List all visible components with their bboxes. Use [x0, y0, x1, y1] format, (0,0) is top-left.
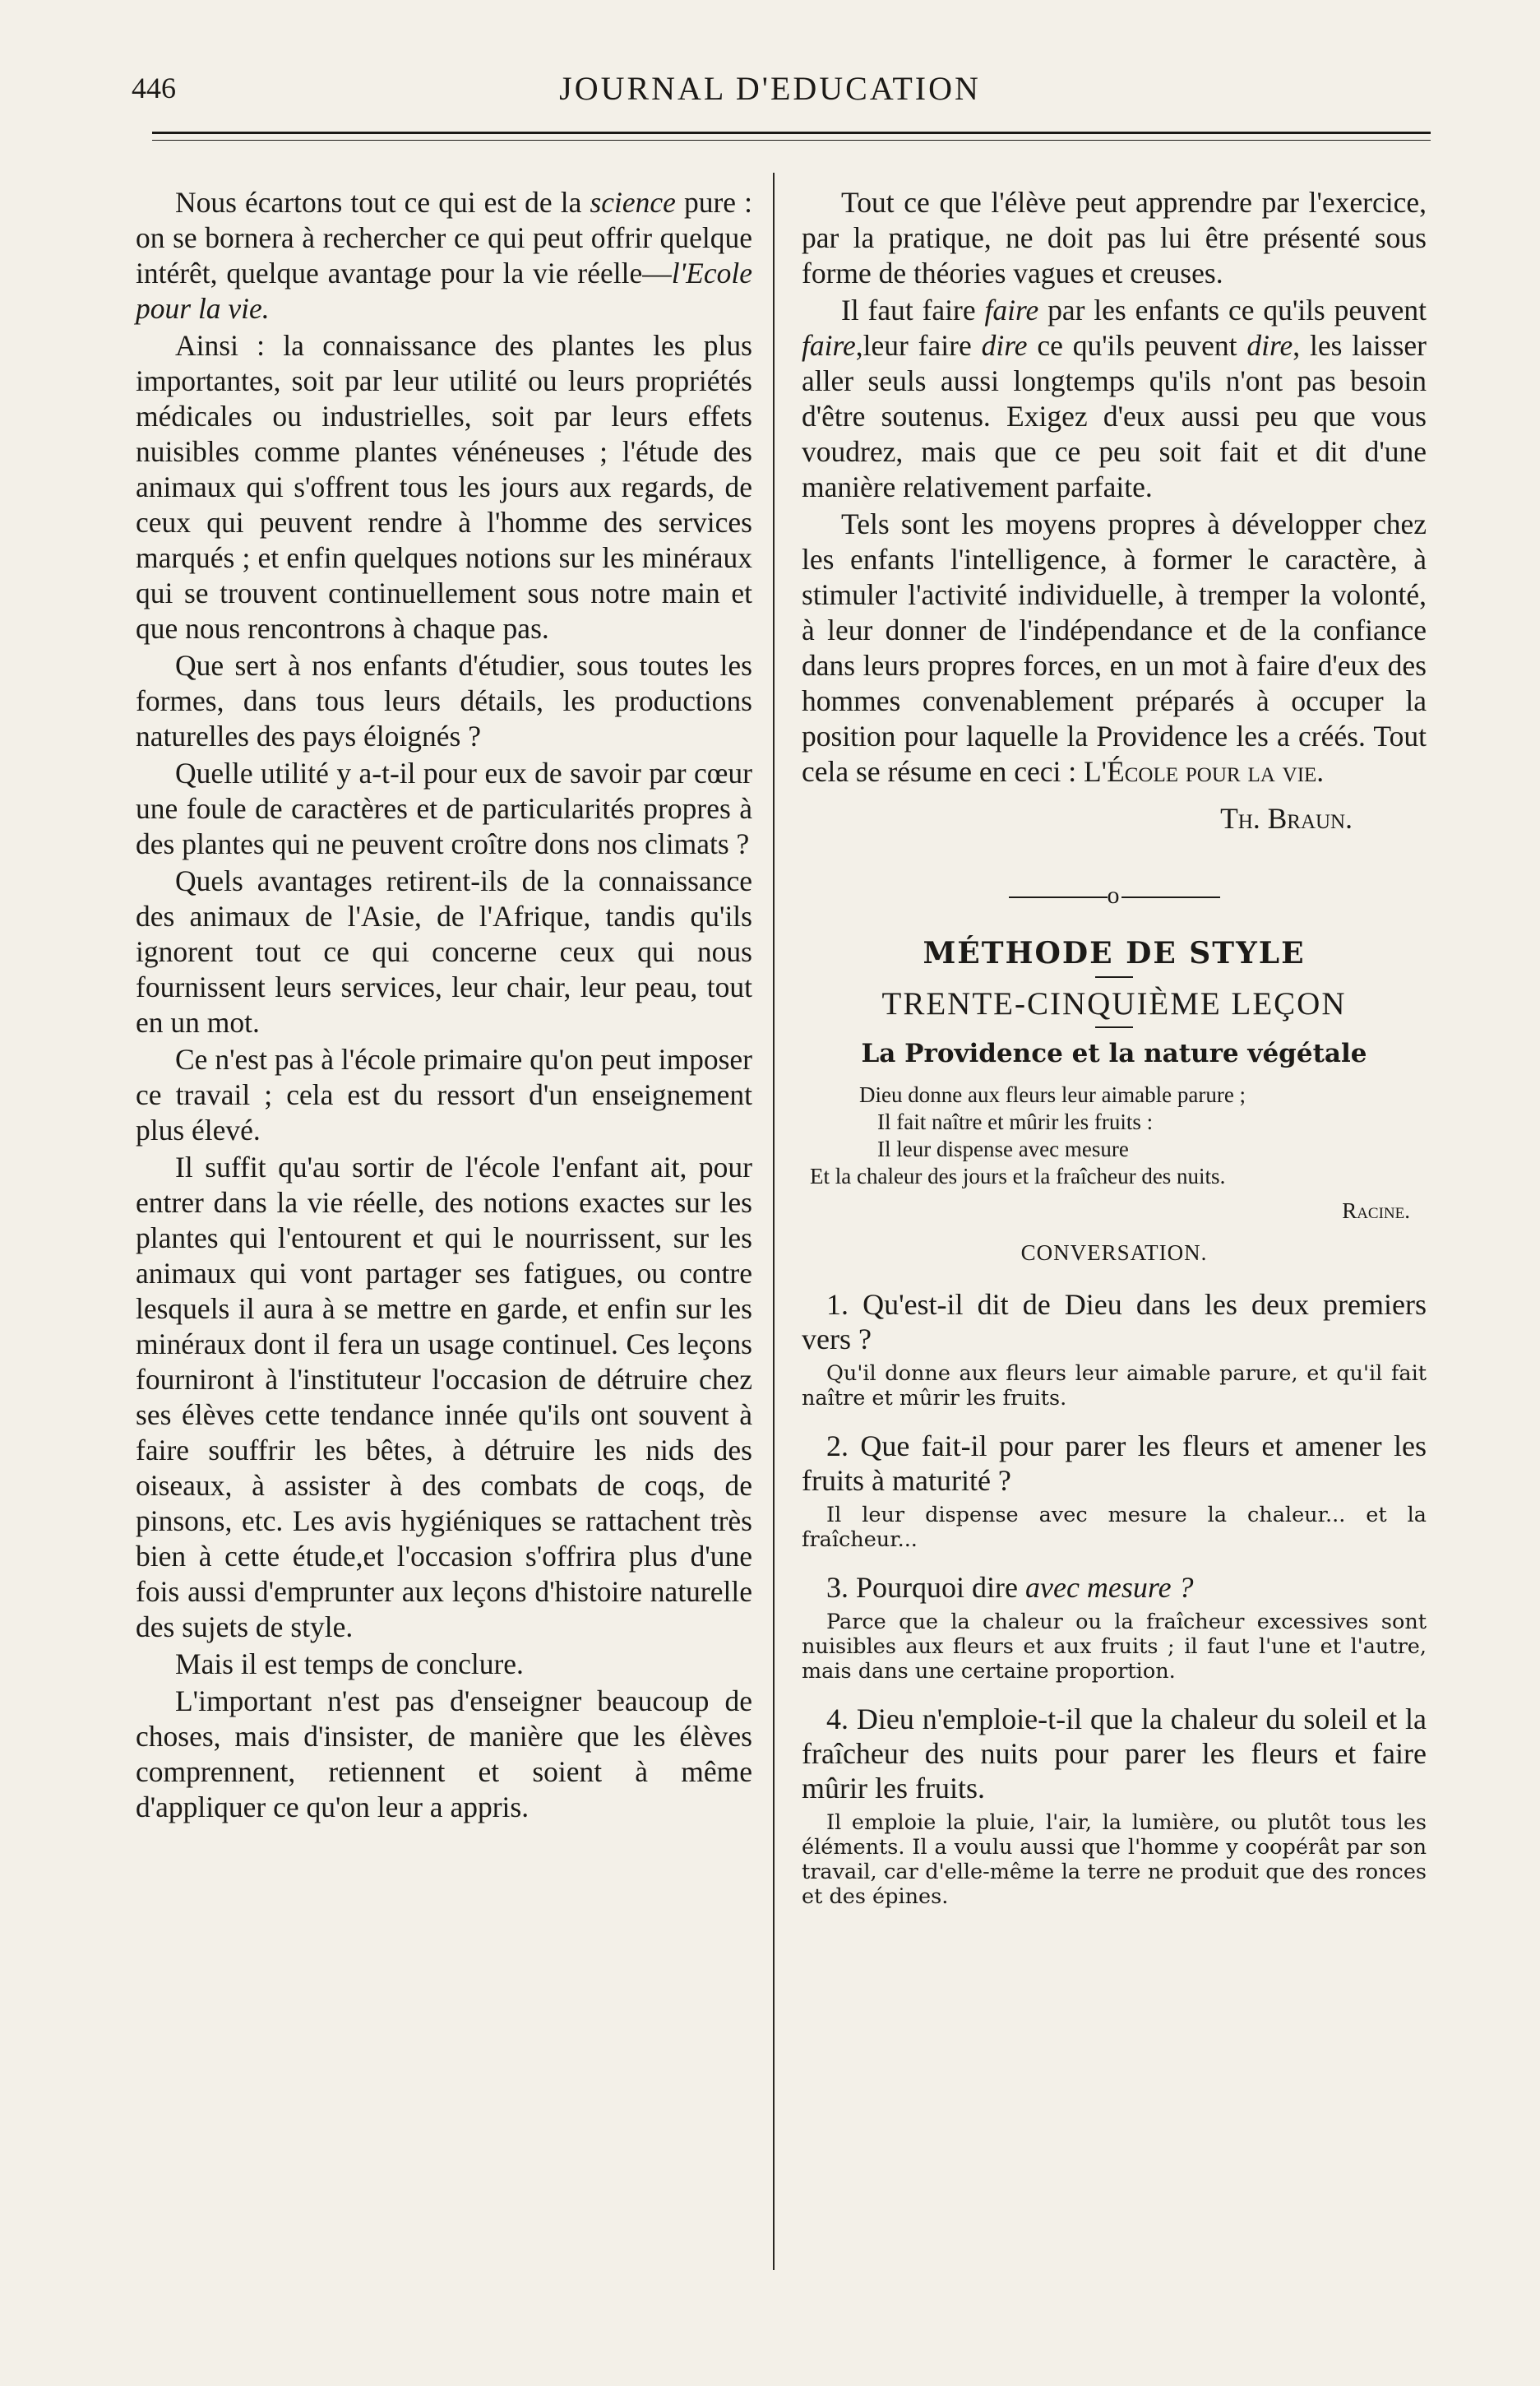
paragraph: Mais il est temps de conclure.: [175, 1647, 524, 1680]
question: 2. Que fait-il pour parer les fleurs et amener les fruits à maturité ?: [802, 1429, 1427, 1497]
right-column: [802, 185, 1427, 1927]
paragraph: Ce n'est pas à l'école primaire qu'on peut imposer ce travail ; cela est du ressort d'un enseignement plus élevé.: [136, 1043, 752, 1147]
paragraph: Il faut faire faire par les enfants ce qu'ils peuvent faire,leur faire dire ce qu'ils peuvent dire, les laisser aller seuls aussi longtemps qu'ils n'ont pas besoin d'être soutenus. Exigez d'eux aussi peu que vous voudrez, mais que ce peu soit fait et dit d'une manière relativement parfaite.: [802, 294, 1427, 503]
poem-author: Racine.: [1342, 1198, 1410, 1223]
poem: [802, 1082, 1427, 1190]
paragraph: Que sert à nos enfants d'étudier, sous toutes les formes, dans tous leurs détails, les productions naturelles des pays éloignés ?: [136, 649, 752, 753]
motto: L'École pour la vie.: [1083, 755, 1325, 788]
paragraph: L'important n'est pas d'enseigner beaucoup de choses, mais d'insister, de manière que les élèves comprennent, retiennent et soient à même d'appliquer ce qu'on leur a appris.: [136, 1684, 752, 1823]
section-separator: [802, 878, 1427, 913]
answer: Qu'il donne aux fleurs leur aimable parure, et qu'il fait naître et mûrir les fruits.: [802, 1361, 1427, 1411]
poem-line: Il leur dispense avec mesure: [877, 1137, 1129, 1161]
answer: Il emploie la pluie, l'air, la lumière, ou plutôt tous les éléments. Il a voulu aussi que l'homme y coopérât par son travail, car d'elle-même la terre ne produit que des ronces et des épines.: [802, 1810, 1427, 1909]
paragraph: Ainsi : la connaissance des plantes les plus importantes, soit par leur utilité ou leurs propriétés médicales ou industrielles, soit par leurs effets nuisibles comme plantes vénéneuses ; l'étude des animaux qui s'offrent tous les jours aux regards, de ceux qui peuvent rendre à l'homme des services marqués ; et enfin quelques notions sur les minéraux qui se trouvent continuellement sous notre main et que nous rencontrons à chaque pas.: [136, 329, 752, 645]
paragraph: Tels sont les moyens propres à développer chez les enfants l'intelligence, à former le caractère, à stimuler l'activité individuelle, à tremper la volonté, à leur donner de l'indépendance et de la confiance dans leurs propres forces, en un mot à faire d'eux des hommes convenablement préparés à occuper la position pour laquelle la Providence les a créés. Tout cela se résume en ceci : L'École pour la vie.: [802, 507, 1427, 788]
poem-line: Dieu donne aux fleurs leur aimable parure ;: [859, 1082, 1246, 1107]
journal-title: JOURNAL D'EDUCATION: [559, 70, 981, 107]
question: 1. Qu'est-il dit de Dieu dans les deux premiers vers ?: [802, 1288, 1427, 1355]
answer: Parce que la chaleur ou la fraîcheur excessives sont nuisibles aux fleurs et aux fruits ; il faut l'une et l'autre, mais dans une certaine proportion.: [802, 1610, 1427, 1684]
question: 3. Pourquoi dire avec mesure ?: [826, 1571, 1194, 1604]
paragraph: Il suffit qu'au sortir de l'école l'enfant ait, pour entrer dans la vie réelle, des notions exactes sur les plantes qui l'entourent et qui le nourrissent, sur les animaux qui vont partager ses fatigues, ou contre lesquels il aura à se mettre en garde, et enfin sur les minéraux dont il fera un usage continuel. Ces leçons fourniront à l'instituteur l'occasion de détruire chez ses élèves cette tendance innée qu'ils ont souvent à faire souffrir les bêtes, à détruire les nids des oiseaux, à assister à des combats de coqs, de pinsons, etc. Les avis hygiéniques se rattachent très bien à cette étude,et l'occasion s'offrira plus d'une fois aussi d'emprunter aux leçons d'histoire naturelle des sujets de style.: [136, 1151, 752, 1643]
small-rule: [1095, 976, 1133, 978]
answer: Il leur dispense avec mesure la chaleur... et la fraîcheur...: [802, 1503, 1427, 1552]
section-title: MÉTHODE DE STYLE: [923, 936, 1306, 971]
page-number: 446: [132, 72, 176, 104]
small-rule: [1095, 1026, 1133, 1028]
column-divider: [773, 173, 775, 2270]
header-rule: [152, 132, 1431, 134]
poem-line: Il fait naître et mûrir les fruits :: [877, 1110, 1154, 1134]
page-header: [132, 64, 1408, 114]
left-column: [136, 185, 752, 1827]
lesson-subtitle: La Providence et la nature végétale: [861, 1039, 1367, 1068]
paragraph: Nous écartons tout ce qui est de la science pure : on se bornera à rechercher ce qui peut offrir quelque intérêt, quelque avantage pour la vie réelle—l'Ecole pour la vie.: [136, 186, 752, 325]
poem-line: Et la chaleur des jours et la fraîcheur des nuits.: [810, 1164, 1226, 1188]
header-rule-thin: [152, 140, 1431, 141]
paragraph: Quelle utilité y a-t-il pour eux de savoir par cœur une foule de caractères et de particularités propres à des plantes qui ne peuvent croître dons nos climats ?: [136, 757, 752, 860]
paragraph: Tout ce que l'élève peut apprendre par l'exercice, par la pratique, ne doit pas lui être présenté sous forme de théories vagues et creuses.: [802, 186, 1427, 290]
separator-mark: o: [1107, 882, 1121, 909]
question: 4. Dieu n'emploie-t-il que la chaleur du soleil et la fraîcheur des nuits pour parer les fleurs et faire mûrir les fruits.: [802, 1703, 1427, 1805]
author-signature: Th. Braun.: [1220, 802, 1353, 835]
lesson-title: TRENTE-CINQUIÈME LEÇON: [881, 986, 1347, 1022]
conversation-label: CONVERSATION.: [1020, 1240, 1208, 1265]
paragraph: Quels avantages retirent-ils de la connaissance des animaux de l'Asie, de l'Afrique, tandis qu'ils ignorent tout ce qui concerne ceux qui nous fournissent leurs services, leur chair, leur peau, tout en un mot.: [136, 864, 752, 1039]
